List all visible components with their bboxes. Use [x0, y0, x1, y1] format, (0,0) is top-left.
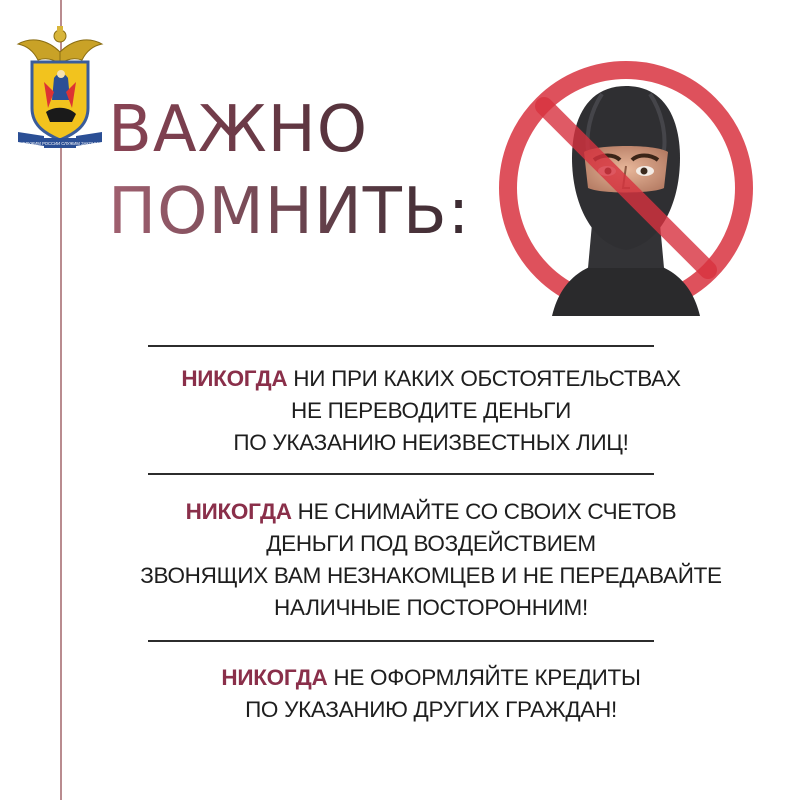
title-line-1: ВАЖНО	[108, 98, 470, 162]
prohibited-masked-person-icon	[492, 54, 760, 322]
rule-block-1	[62, 363, 800, 459]
page-title	[108, 93, 471, 249]
rule-1-line-3: ПО УКАЗАНИЮ НЕИЗВЕСТНЫХ ЛИЦ!	[233, 430, 629, 455]
police-coat-of-arms-icon	[14, 22, 106, 152]
rule-3-line-1	[62, 662, 800, 694]
divider-1	[148, 345, 654, 347]
rule-2-line-2: ДЕНЬГИ ПОД ВОЗДЕЙСТВИЕМ	[266, 531, 596, 556]
rule-2-line-4: НАЛИЧНЫЕ ПОСТОРОННИМ!	[274, 595, 588, 620]
rule-block-2	[62, 496, 800, 624]
svg-text:СЛУЖИМ РОССИИ СЛУЖИМ ЗАКОНУ: СЛУЖИМ РОССИИ СЛУЖИМ ЗАКОНУ	[22, 141, 98, 146]
divider-3	[148, 640, 654, 642]
rule-text: НЕ ОФОРМЛЯЙТЕ КРЕДИТЫ	[327, 665, 641, 690]
divider-2	[148, 473, 654, 475]
rule-keyword: НИКОГДА	[221, 665, 328, 690]
rule-text: НЕ СНИМАЙТЕ СО СВОИХ СЧЕТОВ	[291, 499, 677, 524]
rule-keyword: НИКОГДА	[185, 499, 292, 524]
rule-2-line-1	[62, 496, 800, 528]
rule-keyword: НИКОГДА	[181, 366, 288, 391]
title-line-2: ПОМНИТЬ:	[108, 175, 471, 249]
rule-3-line-2: ПО УКАЗАНИЮ ДРУГИХ ГРАЖДАН!	[245, 697, 617, 722]
rule-1-line-2: НЕ ПЕРЕВОДИТЕ ДЕНЬГИ	[291, 398, 571, 423]
rule-1-line-1	[62, 363, 800, 395]
rule-text: НИ ПРИ КАКИХ ОБСТОЯТЕЛЬСТВАХ	[287, 366, 681, 391]
rule-2-line-3: ЗВОНЯЩИХ ВАМ НЕЗНАКОМЦЕВ И НЕ ПЕРЕДАВАЙТЕ	[140, 563, 722, 588]
rule-block-3	[62, 662, 800, 726]
